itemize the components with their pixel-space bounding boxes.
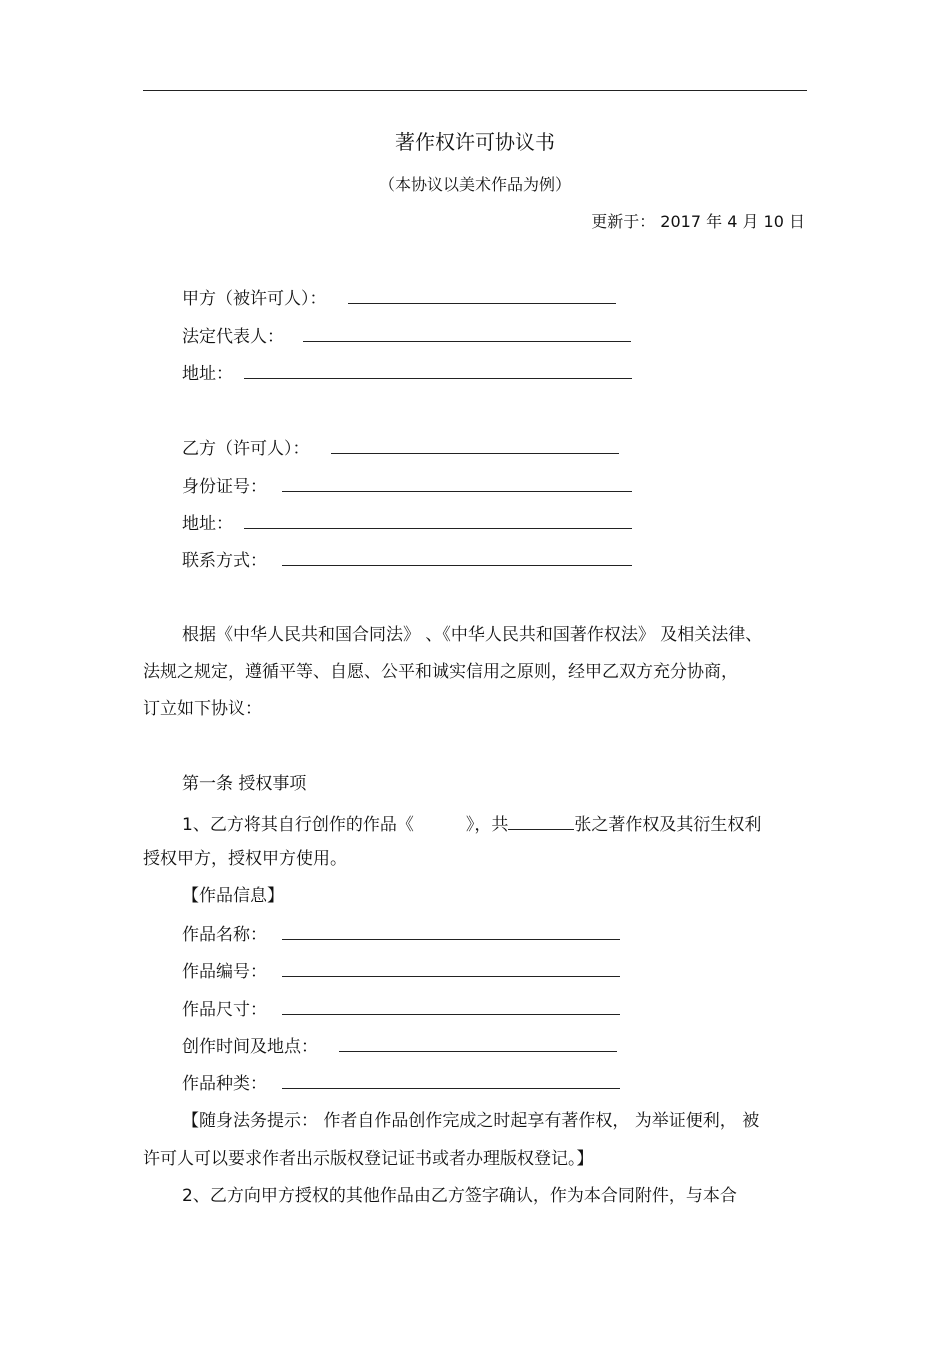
party-a-name-blank[interactable] xyxy=(348,289,616,304)
header-rule xyxy=(143,90,807,91)
party-a-name-label: 甲方（被许可人）： xyxy=(182,289,327,309)
document-title: 著作权许可协议书 xyxy=(395,130,555,154)
work-name-label: 作品名称： xyxy=(182,925,267,945)
item-1-line-2: 授权甲方，授权甲方使用。 xyxy=(143,849,347,869)
party-b-contact-label: 联系方式： xyxy=(182,551,267,571)
party-b-id-blank[interactable] xyxy=(282,477,632,492)
work-info-heading: 【作品信息】 xyxy=(182,886,284,906)
preamble-line-1: 根据《中华人民共和国合同法》 、《中华人民共和国著作权法》 及相关法律、 xyxy=(182,625,763,645)
document-subtitle: （本协议以美术作品为例） xyxy=(378,175,571,194)
party-b-name-blank[interactable] xyxy=(331,439,619,454)
article-1-item-2: 2、乙方向甲方授权的其他作品由乙方签字确认，作为本合同附件，与本合 xyxy=(182,1186,737,1206)
work-no-row xyxy=(182,962,620,981)
party-b-name-row xyxy=(182,439,619,458)
party-b-address-row xyxy=(182,514,632,533)
legal-tip-line-2: 许可人可以要求作者出示版权登记证书或者办理版权登记。】 xyxy=(143,1149,594,1169)
party-a-address-blank[interactable] xyxy=(244,364,632,379)
work-time-blank[interactable] xyxy=(339,1037,617,1052)
work-time-row xyxy=(182,1037,617,1056)
article-1-heading: 第一条 授权事项 xyxy=(182,774,307,794)
party-b-id-row xyxy=(182,477,632,496)
work-title-blank[interactable] xyxy=(414,816,466,830)
item-1-text-b: 》，共 xyxy=(465,815,509,835)
work-name-row xyxy=(182,925,620,944)
item-1-text-c: 张之著作权及其衍生权利 xyxy=(574,815,762,835)
work-size-blank[interactable] xyxy=(282,1000,620,1015)
party-a-address-label: 地址： xyxy=(182,364,233,384)
work-no-label: 作品编号： xyxy=(182,962,267,982)
party-b-address-blank[interactable] xyxy=(244,514,632,529)
party-a-rep-blank[interactable] xyxy=(303,327,631,342)
party-a-rep-row xyxy=(182,327,631,346)
party-b-name-label: 乙方（许可人）： xyxy=(182,439,310,459)
party-b-contact-row xyxy=(182,551,632,570)
party-a-address-row xyxy=(182,364,632,383)
work-type-blank[interactable] xyxy=(282,1074,620,1089)
work-size-label: 作品尺寸： xyxy=(182,1000,267,1020)
work-type-row xyxy=(182,1074,620,1093)
legal-tip-line-1: 【随身法务提示： 作者自作品创作完成之时起享有著作权， 为举证便利， 被 xyxy=(182,1111,760,1131)
work-no-blank[interactable] xyxy=(282,962,620,977)
party-a-name-row xyxy=(182,289,616,308)
party-a-rep-label: 法定代表人： xyxy=(182,327,284,347)
work-type-label: 作品种类： xyxy=(182,1074,267,1094)
article-1-item-1 xyxy=(182,815,761,834)
party-b-address-label: 地址： xyxy=(182,514,233,534)
work-name-blank[interactable] xyxy=(282,925,620,940)
updated-date: 更新于： 2017 年 4 月 10 日 xyxy=(591,212,805,231)
party-b-id-label: 身份证号： xyxy=(182,477,267,497)
item-1-text-a: 1、乙方将其自行创作的作品《 xyxy=(182,815,414,835)
work-time-label: 创作时间及地点： xyxy=(182,1037,318,1057)
preamble-line-3: 订立如下协议： xyxy=(143,699,262,719)
work-count-blank[interactable] xyxy=(508,815,574,830)
preamble-line-2: 法规之规定，遵循平等、自愿、公平和诚实信用之原则，经甲乙双方充分协商， xyxy=(143,662,738,682)
work-size-row xyxy=(182,1000,620,1019)
party-b-contact-blank[interactable] xyxy=(282,551,632,566)
